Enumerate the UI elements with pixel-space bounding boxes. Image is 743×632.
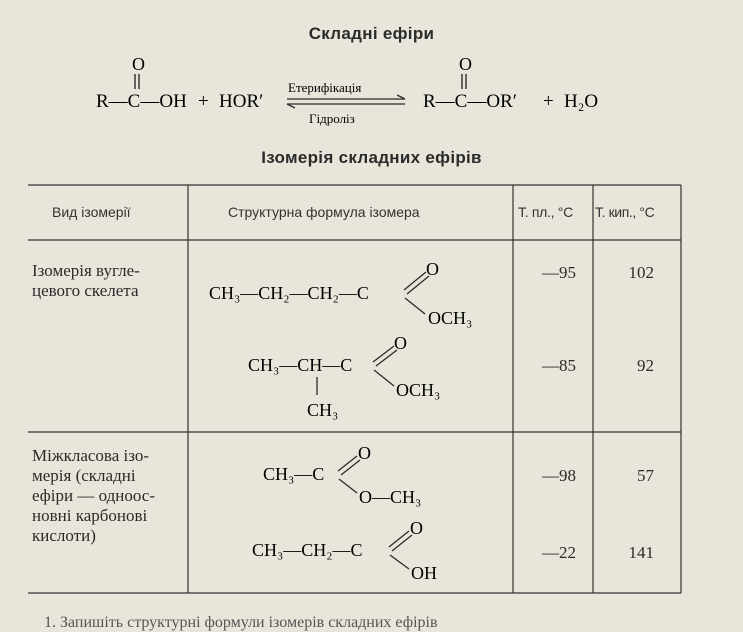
formula-1-ester-group: OCH₃ (428, 308, 473, 328)
group-1-label-line-2: цевого скелета (32, 281, 139, 300)
formula-4-oxygen: O (410, 518, 423, 538)
formula-4-bond-down (390, 555, 409, 569)
formula-3-ester-group: O—CH₃ (359, 487, 422, 507)
forward-label: Етерифікація (288, 80, 362, 95)
formula-2-ester-group: OCH₃ (396, 380, 441, 400)
alcohol-formula: HOR′ (219, 91, 264, 112)
header-structural-formula: Структурна формула ізомера (228, 204, 420, 220)
bp-value: 141 (628, 543, 654, 562)
formula-1-bond-down (405, 298, 425, 314)
bp-value: 92 (637, 356, 654, 375)
formula-2-chain: CH₃—CH—C (248, 355, 353, 375)
water-formula: H₂O (564, 91, 599, 112)
plus-sign-1: + (198, 91, 209, 112)
mp-value: —22 (542, 543, 576, 562)
formula-2-bond-down (374, 370, 394, 386)
acid-formula: R—C—OH (96, 91, 187, 112)
page-title: Складні ефіри (308, 24, 435, 43)
formula-1-oxygen: O (426, 259, 439, 279)
plus-sign-2: + (543, 91, 554, 112)
group-2-label-line-5: кислоти) (32, 526, 96, 545)
group-2-label-line-1: Міжкласова ізо- (32, 446, 150, 465)
group-2-label-line-4: новні карбонові (32, 506, 148, 525)
formula-3-oxygen: O (358, 443, 371, 463)
ester-formula: R—C—OR′ (423, 91, 517, 112)
formula-methyl-acetate (263, 443, 421, 507)
formula-2-branch: CH₃ (307, 400, 339, 420)
header-boiling-point: Т. кип., °С (595, 204, 655, 220)
acid-carbonyl-oxygen: O (132, 54, 145, 74)
header-isomer-type: Вид ізомерії (52, 204, 131, 220)
formula-3-bond-down (339, 479, 357, 493)
bp-value: 102 (628, 263, 654, 282)
formula-4-hydroxyl: OH (411, 563, 437, 583)
formula-4-chain: CH₃—CH₂—C (252, 540, 363, 560)
header-melting-point: Т. пл., °С (518, 204, 573, 220)
mp-value: —95 (542, 263, 576, 282)
mp-value: —85 (542, 356, 576, 375)
formula-1-chain: CH₃—CH₂—CH₂—C (209, 283, 369, 303)
bp-value: 57 (637, 466, 654, 485)
formula-branched-chain (248, 333, 440, 420)
formula-3-bond-up-a (338, 456, 357, 471)
group-label-interclass (32, 446, 155, 546)
group-label-carbon-skeleton (32, 261, 140, 301)
group-2-label-line-3: ефіри — одноос- (32, 486, 155, 505)
formula-3-chain: CH₃—C (263, 464, 325, 484)
ester-carbonyl-oxygen: O (459, 54, 472, 74)
reverse-label: Гідроліз (309, 111, 355, 126)
group-2-label-line-2: мерія (складні (32, 466, 136, 485)
formula-butyl-chain (209, 259, 472, 328)
formula-propanoic-acid (252, 518, 437, 583)
formula-2-oxygen: O (394, 333, 407, 353)
exercise-text: 1. Запишіть структурні формули ізомерів складних ефірів (44, 614, 438, 631)
group-1-label-line-1: Ізомерія вугле- (32, 261, 140, 280)
mp-value: —98 (542, 466, 576, 485)
table-title: Ізомерія складних ефірів (261, 148, 482, 167)
